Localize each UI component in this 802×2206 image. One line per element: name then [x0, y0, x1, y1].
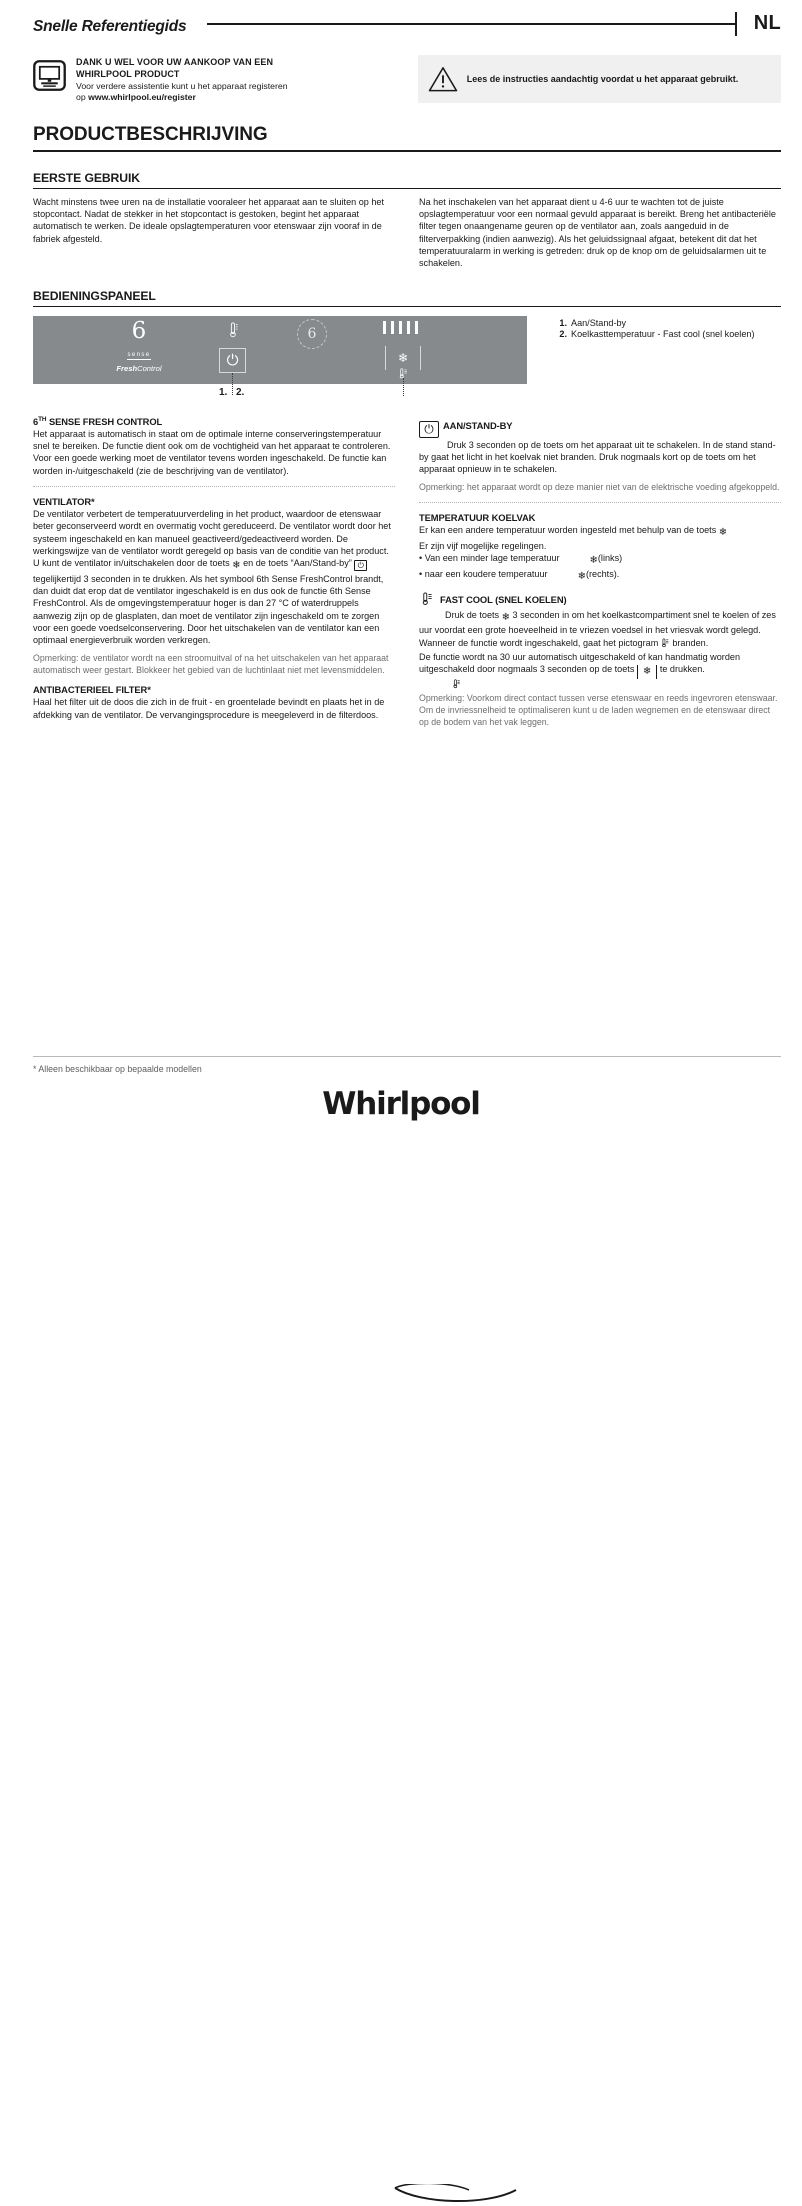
snowflake-icon: ❄: [232, 560, 241, 572]
main-content-columns: [33, 416, 781, 729]
control-word: Control: [137, 363, 162, 373]
control-panel-legend: [553, 316, 781, 402]
power-standby-icon: ⏻: [354, 560, 367, 571]
product-description-title: PRODUCTBESCHRIJVING: [33, 124, 781, 152]
fastcool-body-part3: branden.: [669, 637, 709, 648]
fan-heading: VENTILATOR*: [33, 495, 95, 507]
guide-title: Snelle Referentiegids: [33, 18, 187, 35]
legend-number-1: 1.: [559, 317, 567, 328]
footer-divider: [33, 1056, 781, 1057]
first-use-left-column: [33, 196, 395, 270]
main-right-column: [419, 416, 781, 729]
standby-block: [419, 416, 781, 494]
fast-cool-icon: [661, 638, 670, 651]
standby-heading: AAN/STAND-BY: [443, 419, 513, 431]
fan-body-part1: De ventilator verbetert de temperatuurverdeling in het product, waardoor de etenswaar beter geconserveerd wordt en overmatig vocht gereduceerd. De ventilator wordt door het systeem ingeschakeld en kan manueel geactiveerd/gedeactiveerd worden. De werkingswijze van de ventilator wordt geregeld op basis van de conditie van het product. U kunt de ventilator in/uitschakelen door de toets: [33, 508, 391, 569]
fan-body: [33, 508, 395, 647]
monitor-icon: [33, 60, 66, 91]
snowflake-icon: ❄: [589, 555, 598, 567]
header-rule: [207, 23, 737, 25]
thank-you-title-line2: WHIRLPOOL PRODUCT: [76, 68, 180, 79]
bullet-warmer-side: (links): [597, 553, 623, 564]
main-left-column: [33, 416, 395, 729]
callout-labels: [33, 384, 527, 402]
whirlpool-swoosh-icon: [391, 2184, 531, 2206]
document-page: [33, 0, 781, 1134]
fresh-word: Fresh: [116, 363, 138, 373]
sixth-sense-numeral: 6: [131, 317, 147, 344]
fresh-control-heading-num: 6: [33, 415, 39, 427]
first-use-left-text: Wacht minstens twee uren na de installatie vooraleer het apparaat aan te sluiten op het stopcontact. Nadat de stekker in het stopcontact is gestoken, begint het apparaat automatisch te werken. De ideale opslagtemperaturen voor etenswaar zijn vooraf in de fabriek afgesteld.: [33, 196, 384, 244]
power-standby-icon[interactable]: ⏻: [219, 348, 246, 373]
filter-heading: ANTIBACTERIEEL FILTER*: [33, 684, 151, 696]
fan-body-part3: tegelijkertijd 3 seconden in te drukken. Als het symbool 6th Sense FreshControl brandt, dan duidt dat erop dat de ventilator ingeschakeld is en dus ook de functie 6th Sense FreshControl. Als de omgevingstemperatuur hoger is dan 27 °C of waterdruppels aanwezig zijn op de glasplaten, dan moet de ventilator zijn ingeschakeld om te zorgen voor een goede voedselconservering. Door het uitschakelen van de ventilator kan een optimaal energieverbruik worden verkregen.: [33, 573, 384, 646]
fastcool-body-part1: Druk de toets: [445, 609, 502, 620]
spacer-left: [33, 676, 395, 684]
fastcool-body-part2: 3 seconden in om het koelkastcompartiment snel te koelen of zes uur voordat een grote hoeveelheid in te vriezen voedsel in het vriesvak wordt gelegd. Wanneer de functie wordt ingeschakeld, gaat het pictogram: [419, 609, 776, 648]
register-url: www.whirlpool.eu/register: [88, 92, 196, 103]
language-code: NL: [753, 12, 781, 34]
register-prefix: op: [76, 92, 89, 103]
snowflake-icon: ❄: [718, 527, 728, 539]
first-use-right-column: [419, 196, 781, 270]
warning-box: [418, 55, 781, 103]
top-bar: [33, 0, 781, 46]
fastcool-body-part4: De functie wordt na 30 uur automatisch uitgeschakeld of kan handmatig worden uitgeschakeld door nogmaals 3 seconden op de toets: [419, 651, 740, 674]
snowflake-icon: ❄: [501, 611, 511, 623]
bullet-colder-text: • naar een koudere temperatuur: [419, 569, 548, 580]
standby-body: [419, 439, 781, 476]
footnote: * Alleen beschikbaar op bepaalde modellen: [33, 1064, 202, 1074]
temperature-heading: TEMPERATUUR KOELVAK: [419, 512, 536, 524]
legend-item-2: [553, 329, 781, 341]
snowflake-icon: ❄: [577, 571, 586, 583]
fastcool-note: Opmerking: Voorkom direct contact tussen verse etenswaar en reeds ingevroren etenswaar. Om de invriessnelheid te optimaliseren kunt u de laden wegnemen en de etenswaar direct op de bodem van het vak leggen.: [419, 692, 778, 727]
callout-label-1: 1.: [219, 386, 228, 398]
fastcool-body-2: [419, 651, 781, 679]
fresh-control-heading-rest: SENSE FRESH CONTROL: [46, 415, 163, 427]
fan-body-part2: en de toets “Aan/Stand-by”: [240, 558, 355, 569]
snowflake-icon: ❄: [637, 665, 657, 679]
fastcool-body: [419, 609, 781, 651]
standby-body-text: Druk 3 seconden op de toets om het apparaat uit te schakelen. In de stand stand-by gaat het licht in het koelvak niet branden. Druk nogmaals kort op de toets om het apparaat opnieuw in te schakelen.: [419, 439, 776, 475]
thermometer-icon: [229, 322, 238, 341]
separator-1: [33, 486, 395, 487]
control-panel-area: [33, 316, 781, 402]
header-info-row: [33, 55, 781, 104]
bullet-colder-side: (rechts).: [585, 569, 620, 580]
first-use-right-text: Na het inschakelen van het apparaat dient u 4-6 uur te wachten tot de juiste opslagtemperatuur voor een normaal gevuld apparaat is bereikt. Breng het antibacteriële filter tegen onaangename geuren op de ventilator aan, zoals aangeduid in de filterverpakking (indien aanwezig). Als het geluidssignaal afgaat, betekent dit dat het temperatuuralarm in werking is getreden: druk op de knop om de geluidsalarmen uit te schakelen.: [419, 196, 776, 269]
fresh-control-heading-sup: TH: [38, 415, 47, 423]
fast-cool-icon: [453, 679, 781, 691]
separator-2: [419, 502, 781, 503]
temperature-body: [419, 524, 781, 540]
filter-body: Haal het filter uit de doos die zich in de fruit - en groentelade bevindt en plaats het in de afdekking van de ventilator. De vervangingsprocedure is meegeleverd in de filterdoos.: [33, 697, 385, 720]
temperature-bullets: [419, 552, 781, 584]
control-panel-graphic: [33, 316, 527, 384]
callout-label-2: 2.: [236, 386, 245, 398]
fastcool-block: [419, 590, 781, 729]
sixth-sense-fresh-control-logo: [95, 317, 183, 373]
control-panel-title: BEDIENINGSPANEEL: [33, 289, 781, 307]
bullet-colder: [419, 568, 781, 584]
snowflake-icon[interactable]: ❄: [385, 346, 421, 370]
temperature-level-bars-icon: [383, 321, 418, 334]
register-line: [76, 92, 288, 103]
temperature-body-text: Er kan een andere temperatuur worden ingesteld met behulp van de toets: [419, 525, 719, 536]
warning-text: Lees de instructies aandachtig voordat u het apparaat gebruikt.: [466, 73, 739, 84]
first-use-columns: [33, 196, 781, 270]
fastcool-body-part5: te drukken.: [657, 664, 705, 674]
legend-item-1: [553, 318, 781, 330]
fast-cool-icon: [419, 592, 436, 608]
first-use-title: EERSTE GEBRUIK: [33, 171, 781, 189]
thank-you-block: [33, 55, 394, 104]
fastcool-heading: FAST COOL (SNEL KOELEN): [440, 593, 567, 605]
whirlpool-logo: [0, 1086, 802, 1122]
legend-text-2: Koelkasttemperatuur - Fast cool (snel koelen): [571, 329, 755, 340]
standby-heading-row: [419, 416, 781, 438]
fresh-control-label: [95, 364, 183, 373]
bullet-warmer: [419, 552, 781, 568]
whirlpool-logo-text: Whirlpool: [322, 1086, 480, 1122]
temperature-settings-line: Er zijn vijf mogelijke regelingen.: [419, 540, 547, 551]
legend-text-1: Aan/Stand-by: [571, 317, 627, 328]
fresh-control-body: Het apparaat is automatisch in staat om de optimale interne conserveringstemperatuur snel te bereiken. De functie dient ook om de vochtigheid van het apparaat te controleren. Voor een goede werking moet de ventilator tevens worden ingeschakeld. De functie kan worden in-/uitgeschakeld (zie de beschrijving van de ventilator).: [33, 428, 391, 476]
sixth-sense-word: sense: [127, 351, 151, 358]
legend-number-2: 2.: [559, 329, 567, 340]
power-standby-icon: ⏻: [419, 421, 439, 438]
standby-note: Opmerking: het apparaat wordt op deze manier niet van de elektrische voeding afgekoppeld.: [419, 481, 780, 492]
thank-you-text: [76, 57, 288, 104]
thank-you-title-line1: DANK U WEL VOOR UW AANKOOP VAN EEN: [76, 57, 274, 67]
thank-you-body: Voor verdere assistentie kunt u het apparaat registeren: [76, 80, 288, 91]
bullet-warmer-text: • Van een minder lage temperatuur: [419, 553, 560, 564]
fan-note: Opmerking: de ventilator wordt na een stroomuitval of na het uitschakelen van het apparaat automatisch weer gestart. Blokkeer het gebied van de luchtinlaat niet met levensmiddelen.: [33, 652, 389, 675]
sixth-sense-icon: 6: [297, 319, 327, 349]
warning-triangle-icon: [428, 66, 458, 92]
fresh-control-heading: [33, 416, 395, 427]
fastcool-heading-row: [419, 590, 781, 608]
